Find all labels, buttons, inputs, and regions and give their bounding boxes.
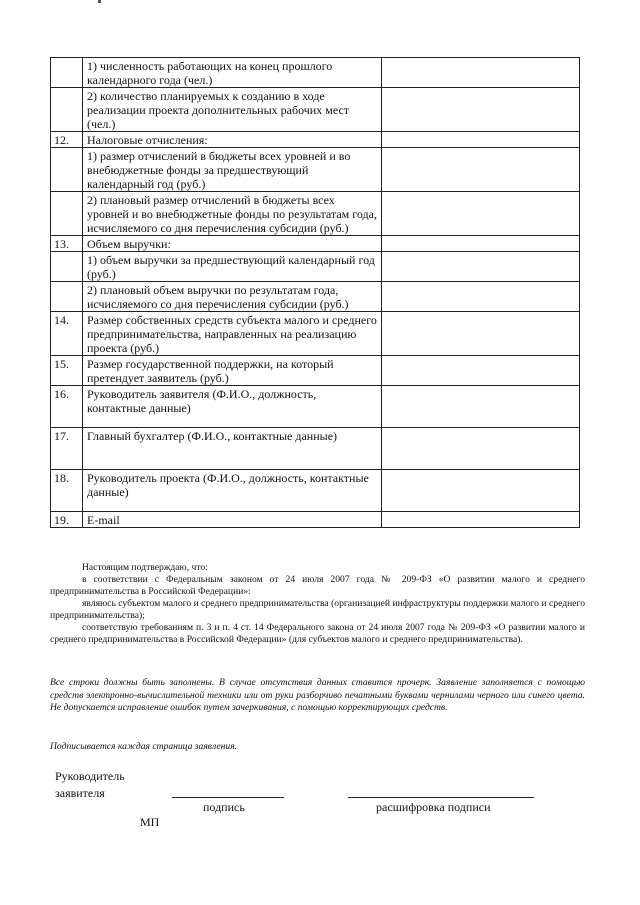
row-number: 17. xyxy=(51,428,83,470)
stamp-place-label: МП xyxy=(140,815,160,829)
table-row xyxy=(51,282,580,312)
table-row xyxy=(51,148,580,192)
sign-each-page-note: Подписывается каждая страница заявления. xyxy=(50,741,238,752)
confirm-intro: Настоящим подтверждаю, что: xyxy=(82,562,208,573)
row-value-cell[interactable] xyxy=(382,252,580,282)
row-number: 15. xyxy=(51,356,83,386)
row-number xyxy=(51,252,83,282)
row-description: Размер государственной поддержки, на который претендует заявитель (руб.) xyxy=(83,356,382,386)
row-number: 13. xyxy=(51,236,83,252)
table-row xyxy=(51,470,580,512)
instructions-text: Все строки должны быть заполнены. В случае отсутствия данных ставится прочерк. Заявление заполняется с помощью средств электронно-вычислительной техники или от руки разборчиво печатными буквами чернилами черного или синего цвета. Не допускается исправление ошибок путем зачеркивания, с помощью корректирующих средств. xyxy=(50,677,585,713)
row-description: 1) объем выручки за предшествующий календарный год (руб.) xyxy=(83,252,382,282)
row-value-cell[interactable] xyxy=(382,312,580,356)
application-table xyxy=(50,57,580,528)
row-number xyxy=(51,58,83,88)
row-description: Налоговые отчисления: xyxy=(83,132,382,148)
row-number xyxy=(51,282,83,312)
scan-mark xyxy=(98,0,101,3)
signature-decode-line[interactable] xyxy=(348,797,534,798)
row-description: E-mail xyxy=(83,512,382,528)
confirm-status: являюсь субъектом малого и среднего предпринимательства (организацией инфраструктуры поддержки малого и среднего предпринимательства); xyxy=(50,598,585,621)
row-description: Главный бухгалтер (Ф.И.О., контактные данные) xyxy=(83,428,382,470)
row-value-cell[interactable] xyxy=(382,282,580,312)
row-number: 14. xyxy=(51,312,83,356)
signatory-label xyxy=(55,768,125,802)
table-row xyxy=(51,512,580,528)
confirm-law-reference: в соответствии с Федеральным законом от 24 июля 2007 года № 209-ФЗ «О развитии малого и среднего предпринимательства в Российской Федерации»: xyxy=(50,574,585,597)
row-number: 18. xyxy=(51,470,83,512)
table-row xyxy=(51,386,580,428)
row-description: 2) количество планируемых к созданию в ходе реализации проекта дополнительных рабочих мест (чел.) xyxy=(83,88,382,132)
signatory-line-2: заявителя xyxy=(55,786,105,800)
row-value-cell[interactable] xyxy=(382,58,580,88)
row-value-cell[interactable] xyxy=(382,132,580,148)
signature-line[interactable] xyxy=(172,797,284,798)
confirmation-section xyxy=(50,562,585,646)
row-number: 16. xyxy=(51,386,83,428)
table-row xyxy=(51,88,580,132)
row-description: 1) размер отчислений в бюджеты всех уровней и во внебюджетные фонды за предшествующий календарный год (руб.) xyxy=(83,148,382,192)
table-row xyxy=(51,428,580,470)
row-description: Руководитель заявителя (Ф.И.О., должность, контактные данные) xyxy=(83,386,382,428)
table-row xyxy=(51,356,580,386)
row-number: 19. xyxy=(51,512,83,528)
table-row xyxy=(51,132,580,148)
row-number: 12. xyxy=(51,132,83,148)
row-value-cell[interactable] xyxy=(382,386,580,428)
table-row xyxy=(51,58,580,88)
signature-decode-label: расшифровка подписи xyxy=(376,800,491,814)
row-value-cell[interactable] xyxy=(382,470,580,512)
table-row xyxy=(51,312,580,356)
row-value-cell[interactable] xyxy=(382,148,580,192)
row-number xyxy=(51,148,83,192)
row-number xyxy=(51,88,83,132)
table-row xyxy=(51,236,580,252)
filling-instructions xyxy=(50,677,585,715)
row-number xyxy=(51,192,83,236)
confirm-requirements: соответствую требованиям п. 3 и п. 4 ст. 14 Федерального закона от 24 июля 2007 года № 209-ФЗ «О развитии малого и среднего предпринимательства в Российской Федерации» (для субъектов малого и среднего предпринимательства). xyxy=(50,622,585,645)
table-row xyxy=(51,192,580,236)
table-row xyxy=(51,252,580,282)
row-value-cell[interactable] xyxy=(382,428,580,470)
row-description: Руководитель проекта (Ф.И.О., должность, контактные данные) xyxy=(83,470,382,512)
row-value-cell[interactable] xyxy=(382,356,580,386)
signature-label: подпись xyxy=(203,800,245,814)
row-description: 2) плановый размер отчислений в бюджеты всех уровней и во внебюджетные фонды по результатам года, исчисляемого со дня перечисления субсидии (руб.) xyxy=(83,192,382,236)
row-value-cell[interactable] xyxy=(382,512,580,528)
row-value-cell[interactable] xyxy=(382,236,580,252)
row-description: Размер собственных средств субъекта малого и среднего предпринимательства, направленных на реализацию проекта (руб.) xyxy=(83,312,382,356)
row-description: 1) численность работающих на конец прошлого календарного года (чел.) xyxy=(83,58,382,88)
row-value-cell[interactable] xyxy=(382,192,580,236)
row-description: Объем выручки: xyxy=(83,236,382,252)
row-value-cell[interactable] xyxy=(382,88,580,132)
row-description: 2) плановый объем выручки по результатам года, исчисляемого со дня перечисления субсидии (руб.) xyxy=(83,282,382,312)
signatory-line-1: Руководитель xyxy=(55,769,125,783)
